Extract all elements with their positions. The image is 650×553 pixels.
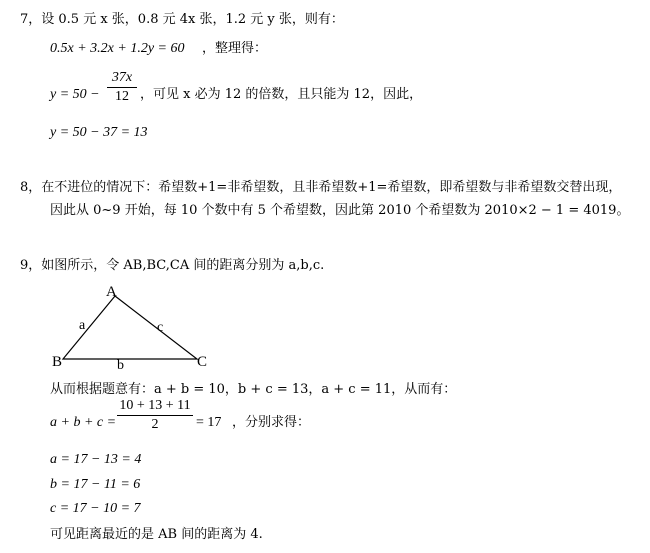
vertex-b-label: B	[52, 354, 63, 370]
q9-sum-suffix: ，分别求得：	[232, 415, 311, 430]
q9-sum-fraction	[117, 398, 193, 433]
q9-conditions: 从而根据题意有：a + b = 10，b + c = 13，a + c = 11，从而有：	[50, 382, 457, 397]
side-c-label: c	[157, 320, 164, 335]
q7-equation-3: y = 50 − 37 = 13	[50, 125, 148, 140]
q9-result-a: a = 17 − 13 = 4	[50, 452, 142, 467]
q9-result-c: c = 17 − 10 = 7	[50, 501, 141, 516]
side-b-label: b	[117, 358, 124, 373]
q9-sum-rhs: = 17	[196, 415, 222, 430]
fraction-bar	[117, 415, 193, 416]
q8-statement-line-2: 因此从 0~9 开始，每 10 个数中有 5 个希望数，因此第 2010 个希望数为 2010×2 − 1 = 4019。	[50, 203, 630, 218]
fraction-bar	[107, 87, 137, 88]
q9-statement: 9，如图所示，令 AB,BC,CA 间的距离分别为 a,b,c.	[20, 258, 325, 273]
q7-equation-2-fraction	[107, 70, 137, 105]
q9-result-b: b = 17 − 11 = 6	[50, 477, 141, 492]
vertex-c-label: C	[197, 354, 208, 370]
q7-equation-1-suffix: ，整理得：	[202, 41, 268, 56]
fraction-denominator: 2	[151, 417, 159, 432]
q7-equation-1: 0.5x + 3.2x + 1.2y = 60	[50, 41, 185, 56]
fraction-numerator: 10 + 13 + 11	[119, 398, 191, 413]
vertex-a-label: A	[106, 284, 117, 300]
q9-conclusion: 可见距离最近的是 AB 间的距离为 4.	[50, 527, 263, 542]
side-a-label: a	[79, 318, 86, 333]
fraction-numerator: 37x	[111, 70, 133, 85]
q7-equation-2-lhs: y = 50 −	[50, 87, 100, 102]
fraction-denominator: 12	[115, 89, 129, 104]
q8-statement-line-1: 8，在不进位的情况下：希望数+1=非希望数，且非希望数+1=希望数，即希望数与非希望数交替出现，	[20, 180, 622, 195]
q7-statement: 7，设 0.5 元 x 张，0.8 元 4x 张，1.2 元 y 张，则有：	[20, 12, 344, 27]
q9-sum-lhs: a + b + c =	[50, 415, 117, 430]
q7-equation-2-suffix: ，可见 x 必为 12 的倍数，且只能为 12，因此，	[140, 87, 423, 102]
triangle-figure	[45, 278, 225, 373]
